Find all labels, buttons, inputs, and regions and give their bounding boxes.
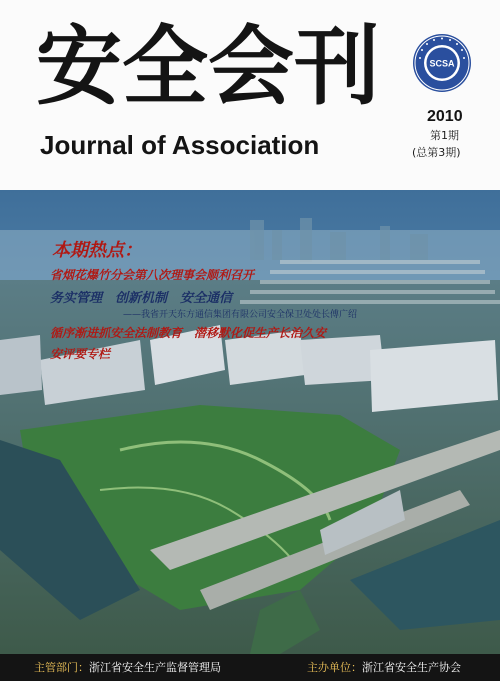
supervisor-name: 浙江省安全生产监督管理局	[89, 661, 221, 674]
issue-number: 第1期	[430, 129, 459, 142]
highlight-subtitle: ——我省开天东方通信集团有限公司安全保卫处处长傅广绍	[123, 310, 358, 320]
cover-header	[0, 0, 500, 190]
highlight-item[interactable]: 安评要专栏	[50, 347, 111, 361]
supervisor-label: 主管部门：	[34, 661, 89, 674]
serial-number: (总第3期)	[412, 146, 461, 159]
supervisor-info	[34, 659, 221, 675]
highlight-item[interactable]: 省烟花爆竹分会第八次理事会顺利召开	[50, 268, 255, 282]
issue-year: 2010	[427, 108, 463, 125]
association-seal-icon	[411, 32, 473, 94]
highlights-heading: 本期热点：	[52, 240, 142, 261]
sponsor-info	[307, 659, 461, 675]
sponsor-label: 主办单位：	[307, 661, 362, 674]
sponsor-name: 浙江省安全生产协会	[362, 661, 461, 674]
highlight-item[interactable]: 务实管理 创新机制 安全通信	[50, 291, 233, 306]
cover-footer	[0, 654, 500, 681]
masthead-chinese-title: 安全会刊	[36, 16, 380, 117]
seal-text: SCSA	[429, 58, 455, 69]
masthead-english-title: Journal of Association	[40, 130, 320, 160]
highlight-item[interactable]: 循序渐进抓安全法制教育 潜移默化促生产长治久安	[50, 326, 327, 340]
